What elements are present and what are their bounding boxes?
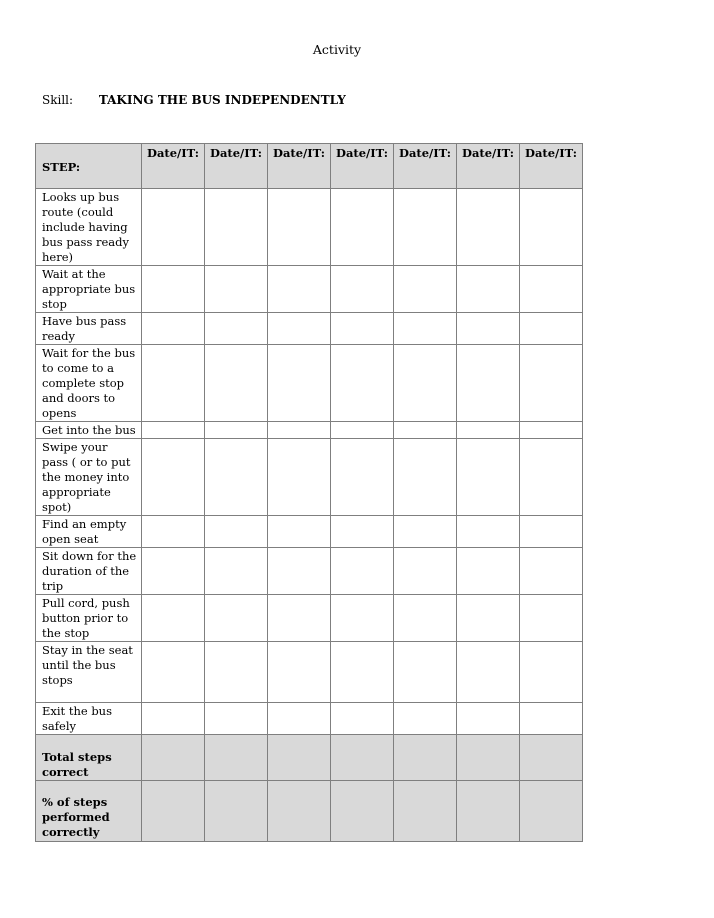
entry-cell[interactable] xyxy=(205,642,268,703)
entry-cell[interactable] xyxy=(331,642,394,703)
table-row xyxy=(36,642,583,703)
date-column-header: Date/IT: xyxy=(394,144,457,189)
date-column-header: Date/IT: xyxy=(520,144,583,189)
percent-row xyxy=(36,781,583,842)
entry-cell[interactable] xyxy=(457,703,520,735)
table-row xyxy=(36,548,583,595)
entry-cell[interactable] xyxy=(520,266,583,313)
entry-cell[interactable] xyxy=(205,595,268,642)
entry-cell[interactable] xyxy=(268,345,331,422)
entry-cell[interactable] xyxy=(205,781,268,842)
step-label: Wait at the appropriate bus stop xyxy=(36,266,142,313)
table-row xyxy=(36,313,583,345)
entry-cell[interactable] xyxy=(394,548,457,595)
skill-label: Skill: xyxy=(42,93,74,107)
entry-cell[interactable] xyxy=(457,422,520,439)
entry-cell[interactable] xyxy=(331,781,394,842)
step-label: Pull cord, push button prior to the stop xyxy=(36,595,142,642)
table-header-row xyxy=(36,144,583,189)
entry-cell[interactable] xyxy=(457,345,520,422)
entry-cell[interactable] xyxy=(457,642,520,703)
entry-cell[interactable] xyxy=(394,642,457,703)
entry-cell[interactable] xyxy=(520,548,583,595)
entry-cell[interactable] xyxy=(520,516,583,548)
entry-cell[interactable] xyxy=(457,548,520,595)
entry-cell[interactable] xyxy=(142,781,205,842)
entry-cell[interactable] xyxy=(268,266,331,313)
entry-cell[interactable] xyxy=(394,595,457,642)
table-row xyxy=(36,516,583,548)
entry-cell[interactable] xyxy=(520,781,583,842)
entry-cell[interactable] xyxy=(520,422,583,439)
step-column-header: STEP: xyxy=(36,144,142,189)
date-column-header: Date/IT: xyxy=(457,144,520,189)
percent-steps-label: % of steps performed correctly xyxy=(36,781,142,842)
entry-cell[interactable] xyxy=(457,439,520,516)
document-title: Activity xyxy=(312,42,362,57)
entry-cell[interactable] xyxy=(520,189,583,266)
date-column-header: Date/IT: xyxy=(331,144,394,189)
table-row xyxy=(36,703,583,735)
entry-cell[interactable] xyxy=(268,422,331,439)
step-label: Sit down for the duration of the trip xyxy=(36,548,142,595)
entry-cell[interactable] xyxy=(268,703,331,735)
table-row xyxy=(36,345,583,422)
entry-cell[interactable] xyxy=(331,189,394,266)
entry-cell[interactable] xyxy=(457,313,520,345)
entry-cell[interactable] xyxy=(394,516,457,548)
entry-cell[interactable] xyxy=(331,735,394,781)
table-row xyxy=(36,422,583,439)
entry-cell[interactable] xyxy=(142,266,205,313)
entry-cell[interactable] xyxy=(394,189,457,266)
table-row xyxy=(36,595,583,642)
entry-cell[interactable] xyxy=(457,781,520,842)
entry-cell[interactable] xyxy=(142,422,205,439)
entry-cell[interactable] xyxy=(457,735,520,781)
step-label: Find an empty open seat xyxy=(36,516,142,548)
entry-cell[interactable] xyxy=(142,703,205,735)
entry-cell[interactable] xyxy=(394,781,457,842)
entry-cell[interactable] xyxy=(331,422,394,439)
entry-cell[interactable] xyxy=(205,516,268,548)
step-label: Swipe your pass ( or to put the money into appropriate spot) xyxy=(36,439,142,516)
entry-cell[interactable] xyxy=(268,439,331,516)
entry-cell[interactable] xyxy=(205,703,268,735)
entry-cell[interactable] xyxy=(268,595,331,642)
entry-cell[interactable] xyxy=(394,266,457,313)
entry-cell[interactable] xyxy=(394,735,457,781)
entry-cell[interactable] xyxy=(268,548,331,595)
table-row xyxy=(36,266,583,313)
entry-cell[interactable] xyxy=(520,735,583,781)
entry-cell[interactable] xyxy=(520,703,583,735)
step-label: Get into the bus xyxy=(36,422,142,439)
step-label: Looks up bus route (could include having bus pass ready here) xyxy=(36,189,142,266)
date-column-header: Date/IT: xyxy=(205,144,268,189)
entry-cell[interactable] xyxy=(268,189,331,266)
entry-cell[interactable] xyxy=(205,548,268,595)
date-column-header: Date/IT: xyxy=(142,144,205,189)
entry-cell[interactable] xyxy=(394,439,457,516)
entry-cell[interactable] xyxy=(205,439,268,516)
entry-cell[interactable] xyxy=(331,703,394,735)
task-analysis-table xyxy=(35,143,583,842)
entry-cell[interactable] xyxy=(394,313,457,345)
entry-cell[interactable] xyxy=(268,735,331,781)
skill-line xyxy=(42,93,346,107)
entry-cell[interactable] xyxy=(331,595,394,642)
total-steps-label: Total steps correct xyxy=(36,735,142,781)
entry-cell[interactable] xyxy=(142,735,205,781)
entry-cell[interactable] xyxy=(394,345,457,422)
entry-cell[interactable] xyxy=(142,313,205,345)
entry-cell[interactable] xyxy=(520,595,583,642)
step-label: Exit the bus safely xyxy=(36,703,142,735)
entry-cell[interactable] xyxy=(268,313,331,345)
entry-cell[interactable] xyxy=(142,595,205,642)
skill-value: TAKING THE BUS INDEPENDENTLY xyxy=(98,93,346,107)
table-row xyxy=(36,439,583,516)
entry-cell[interactable] xyxy=(331,439,394,516)
entry-cell[interactable] xyxy=(520,313,583,345)
entry-cell[interactable] xyxy=(205,313,268,345)
entry-cell[interactable] xyxy=(268,781,331,842)
step-label: Stay in the seat until the bus stops xyxy=(36,642,142,703)
entry-cell[interactable] xyxy=(142,642,205,703)
entry-cell[interactable] xyxy=(457,266,520,313)
entry-cell[interactable] xyxy=(205,345,268,422)
entry-cell[interactable] xyxy=(457,189,520,266)
entry-cell[interactable] xyxy=(457,595,520,642)
entry-cell[interactable] xyxy=(205,189,268,266)
entry-cell[interactable] xyxy=(142,548,205,595)
table-row xyxy=(36,189,583,266)
entry-cell[interactable] xyxy=(520,439,583,516)
entry-cell[interactable] xyxy=(268,642,331,703)
entry-cell[interactable] xyxy=(331,516,394,548)
entry-cell[interactable] xyxy=(331,345,394,422)
entry-cell[interactable] xyxy=(268,516,331,548)
entry-cell[interactable] xyxy=(394,422,457,439)
entry-cell[interactable] xyxy=(205,266,268,313)
entry-cell[interactable] xyxy=(205,422,268,439)
entry-cell[interactable] xyxy=(142,345,205,422)
entry-cell[interactable] xyxy=(457,516,520,548)
entry-cell[interactable] xyxy=(520,345,583,422)
entry-cell[interactable] xyxy=(142,439,205,516)
entry-cell[interactable] xyxy=(331,548,394,595)
date-column-header: Date/IT: xyxy=(268,144,331,189)
total-row xyxy=(36,735,583,781)
entry-cell[interactable] xyxy=(331,313,394,345)
entry-cell[interactable] xyxy=(142,189,205,266)
step-label: Wait for the bus to come to a complete stop and doors to opens xyxy=(36,345,142,422)
entry-cell[interactable] xyxy=(205,735,268,781)
entry-cell[interactable] xyxy=(520,642,583,703)
entry-cell[interactable] xyxy=(394,703,457,735)
entry-cell[interactable] xyxy=(142,516,205,548)
entry-cell[interactable] xyxy=(331,266,394,313)
step-label: Have bus pass ready xyxy=(36,313,142,345)
